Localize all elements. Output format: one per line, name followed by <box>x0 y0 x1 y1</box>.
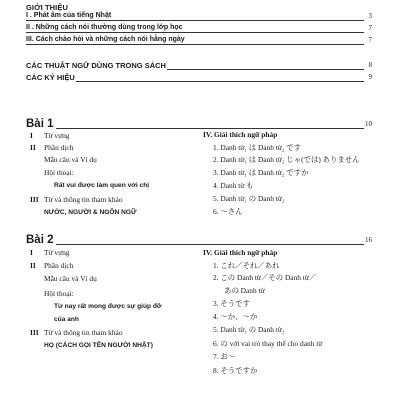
toc-row-label: II . Những cách nói thường dùng trong lớp học <box>26 24 183 31</box>
lesson-2-grammar-title: IV. Giải thích ngữ pháp <box>203 248 278 257</box>
section-label: Từ vựng <box>44 248 70 257</box>
lesson-1-grammar-3: 3. Danh từ₁ は Danh từ₂ ですか <box>213 168 309 177</box>
lesson-1-grammar-4: 4. Danh từ も <box>213 181 254 190</box>
intro-heading: GIỚI THIỆU <box>26 3 68 12</box>
lesson-1-heading[interactable] <box>26 118 372 131</box>
toc-row-intro-3[interactable] <box>26 36 372 46</box>
lesson-2-conversation-title: Từ nay rất mong được sự giúp đỡ <box>54 303 162 310</box>
toc-row-page: 8 <box>368 61 372 69</box>
toc-row-intro-2[interactable] <box>26 24 372 34</box>
toc-row-label: III. Cách chào hỏi và những cách nói hằng ngày <box>26 36 185 43</box>
lesson-1-grammar-2: 2. Danh từ₁ は Danh từ₂ じゃ(では) ありません <box>213 155 360 164</box>
dotted-leader <box>26 44 364 45</box>
lesson-page: 16 <box>365 236 372 244</box>
roman-numeral: II <box>30 143 36 152</box>
lesson-1-left-4: Hội thoại: <box>44 168 74 177</box>
roman-numeral: II <box>30 261 36 270</box>
dotted-leader <box>26 244 364 245</box>
lesson-2-grammar-5: 5. Danh từ₁ の Danh từ₂ <box>213 325 285 334</box>
lesson-2-left-4: Hội thoại: <box>44 289 74 298</box>
lesson-2-left-3: Mẫu câu và Ví dụ <box>44 274 97 283</box>
dotted-leader <box>26 128 364 129</box>
lesson-2-left-2 <box>30 261 73 270</box>
lesson-1-grammar-6: 6. ～さん <box>213 207 243 216</box>
dotted-leader <box>26 32 364 33</box>
lesson-1-left-2 <box>30 143 73 152</box>
roman-numeral: III <box>30 328 39 337</box>
toc-row-page: 7 <box>368 24 372 32</box>
section-label: Phần dịch <box>44 143 74 152</box>
toc-row-label: I . Phát âm của tiếng Nhật <box>26 12 112 19</box>
lesson-2-grammar-7: 7. お～ <box>213 352 236 361</box>
lesson-page: 10 <box>365 120 372 128</box>
lesson-2-grammar-2-cont: あの Danh từ <box>224 286 265 295</box>
toc-row-terms[interactable] <box>26 61 372 71</box>
toc-row-intro-1[interactable] <box>26 12 372 22</box>
lesson-2-grammar-3: 3. そうです <box>213 299 250 308</box>
toc-row-label: CÁC KÝ HIỆU <box>26 73 75 82</box>
lesson-2-left-7 <box>30 328 123 337</box>
lesson-2-grammar-8: 8. そうですか <box>213 366 258 375</box>
lesson-title: Bài 2 <box>26 234 54 246</box>
toc-row-page: 9 <box>368 73 372 81</box>
lesson-2-conversation-title-cont: của anh <box>54 316 79 323</box>
lesson-title: Bài 1 <box>26 118 54 130</box>
section-label: Phần dịch <box>44 261 74 270</box>
lesson-1-grammar-1: 1. Danh từ₁ は Danh từ₂ です <box>213 143 302 152</box>
lesson-1-left-3: Mẫu câu và Ví dụ <box>44 155 97 164</box>
lesson-1-left-1 <box>30 131 69 140</box>
lesson-1-left-6 <box>30 195 123 204</box>
section-label: Từ vựng <box>44 131 70 140</box>
toc-row-symbols[interactable] <box>26 73 372 83</box>
section-label: Từ và thông tin tham khảo <box>44 328 123 337</box>
toc-row-label: CÁC THUẬT NGỮ DÙNG TRONG SÁCH <box>26 61 166 70</box>
lesson-2-reference-topic: HỌ (CÁCH GỌI TÊN NGƯỜI NHẬT) <box>44 342 153 349</box>
lesson-2-grammar-4: 4. ～か、～か <box>213 312 258 321</box>
lesson-1-grammar-5: 5. Danh từ₁ の Danh từ₂ <box>213 194 285 203</box>
roman-numeral: I <box>30 131 33 140</box>
lesson-2-grammar-6: 6. の với vai trò thay thế cho danh từ <box>213 339 323 348</box>
lesson-2-grammar-1: 1. これ／それ／あれ <box>213 261 280 270</box>
lesson-1-grammar-title: IV. Giải thích ngữ pháp <box>203 130 278 139</box>
dotted-leader <box>26 81 364 82</box>
lesson-1-reference-topic: NƯỚC, NGƯỜI & NGÔN NGỮ <box>44 209 137 216</box>
roman-numeral: III <box>30 195 39 204</box>
toc-row-page: 3 <box>368 12 372 20</box>
lesson-1-conversation-title: Rất vui được làm quen với chị <box>54 182 150 189</box>
roman-numeral: I <box>30 248 33 257</box>
toc-row-page: 7 <box>368 36 372 44</box>
lesson-2-left-1 <box>30 248 69 257</box>
lesson-2-grammar-2: 2. この Danh từ／その Danh từ／ <box>213 273 317 282</box>
lesson-2-heading[interactable] <box>26 234 372 247</box>
dotted-leader <box>26 20 364 21</box>
section-label: Từ và thông tin tham khảo <box>44 195 123 204</box>
